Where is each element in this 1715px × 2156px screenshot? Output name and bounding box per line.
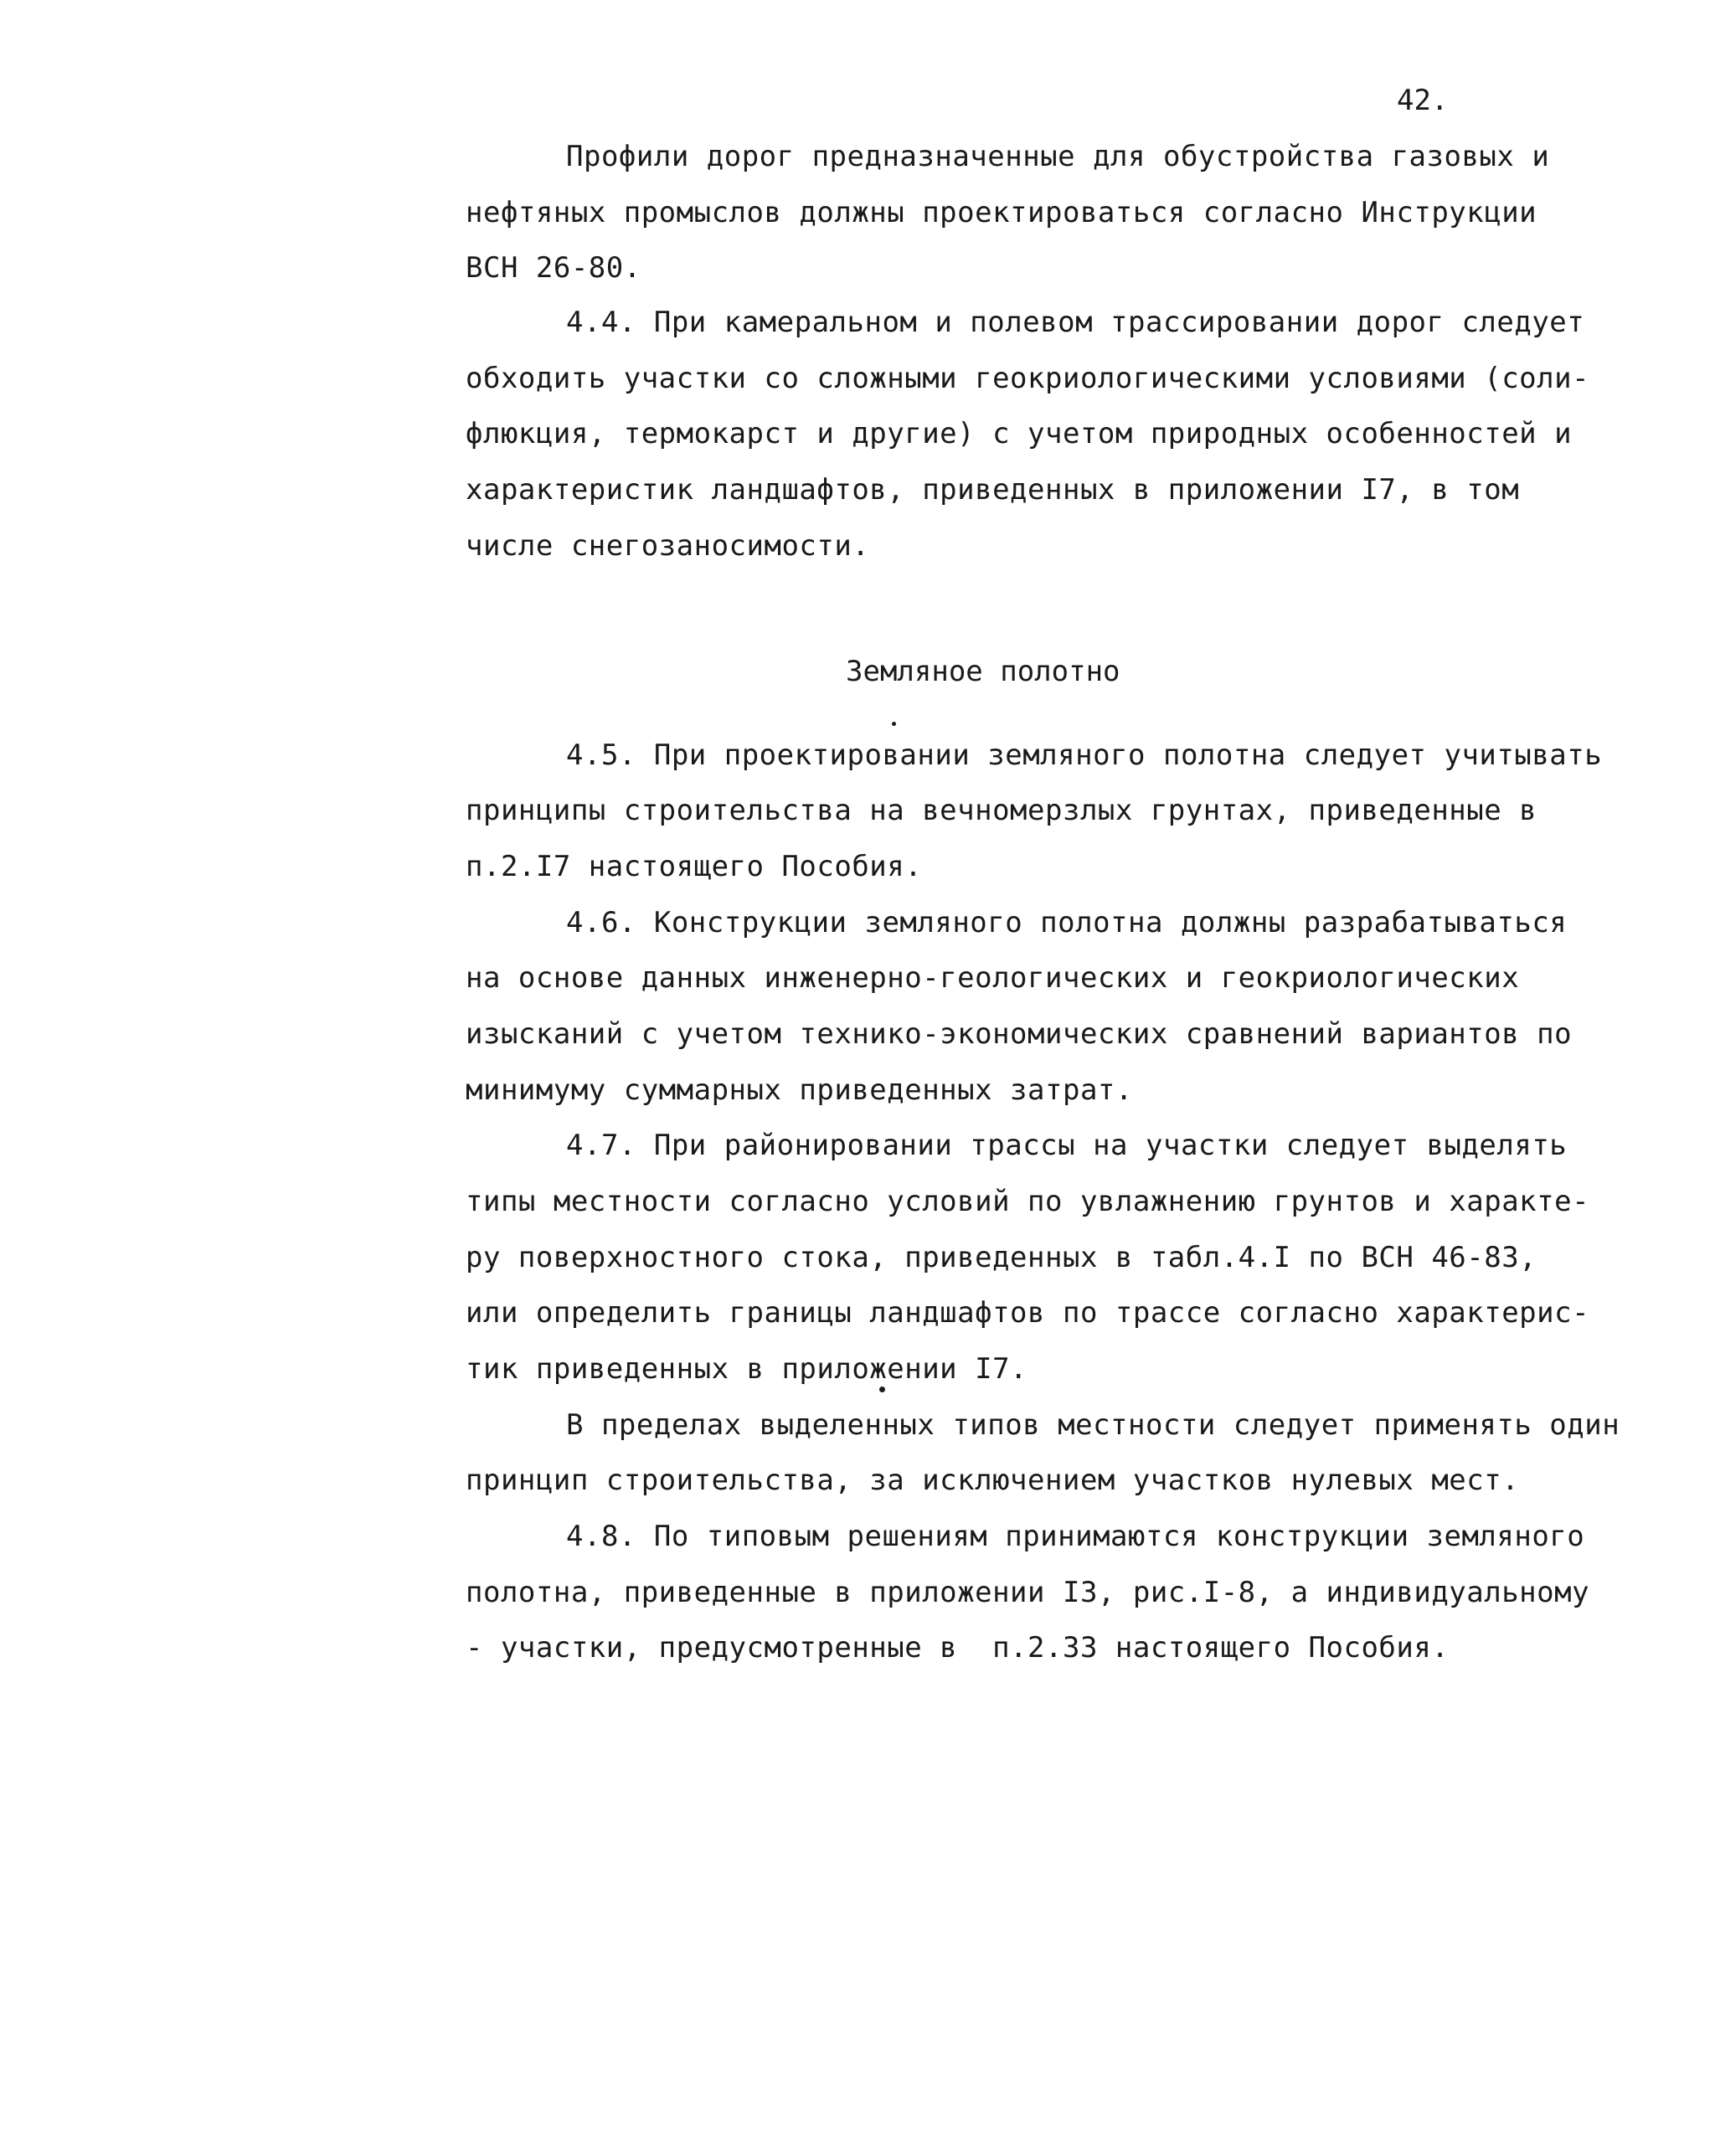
paragraph-3-line-3: п.2.I7 настоящего Пособия.: [466, 850, 923, 883]
paragraph-5-line-5: тик приведенных в приложении I7.: [466, 1352, 1028, 1386]
paragraph-7-line-3: - участки, предусмотренные в п.2.33 настоящего Пособия.: [466, 1631, 1450, 1665]
paragraph-7-line-1: 4.8. По типовым решениям принимаются конструкции земляного: [566, 1520, 1585, 1553]
paragraph-2-line-1: 4.4. При камеральном и полевом трассировании дорог следует: [566, 306, 1585, 339]
paragraph-2-line-2: обходить участки со сложными геокриологическими условиями (соли-: [466, 362, 1590, 395]
paragraph-5-line-2: типы местности согласно условий по увлажнению грунтов и характе-: [466, 1185, 1590, 1218]
paragraph-4-line-1: 4.6. Конструкции земляного полотна должны разрабатываться: [566, 906, 1568, 939]
paragraph-2-line-3: флюкция, термокарст и другие) с учетом природных особенностей и: [466, 417, 1573, 450]
paragraph-6-line-2: принцип строительства, за исключением участков нулевых мест.: [466, 1464, 1520, 1497]
paragraph-3-line-1: 4.5. При проектировании земляного полотна следует учитывать: [566, 738, 1603, 772]
paragraph-1-line-2: нефтяных промыслов должны проектироваться согласно Инструкции: [466, 196, 1537, 229]
paragraph-2-line-4: характеристик ландшафтов, приведенных в приложении I7, в том: [466, 473, 1520, 507]
paragraph-7-line-2: полотна, приведенные в приложении I3, рис.I-8, а индивидуальному: [466, 1576, 1590, 1609]
paragraph-4-line-2: на основе данных инженерно-геологических и геокриологических: [466, 961, 1520, 995]
paragraph-3-line-2: принципы строительства на вечномерзлых грунтах, приведенные в: [466, 794, 1537, 827]
paragraph-5-line-1: 4.7. При районировании трассы на участки следует выделять: [566, 1129, 1568, 1162]
stray-dot-mark-2: [879, 1387, 885, 1392]
page-number: 42.: [1397, 84, 1449, 117]
paragraph-1-line-1: Профили дорог предназначенные для обустройства газовых и: [566, 140, 1550, 173]
paragraph-5-line-3: ру поверхностного стока, приведенных в табл.4.I по ВСН 46-83,: [466, 1241, 1537, 1274]
paragraph-2-line-5: числе снегозаносимости.: [466, 529, 870, 563]
paragraph-4-line-3: изысканий с учетом технико-экономических сравнений вариантов по: [466, 1017, 1573, 1051]
section-heading: Земляное полотно: [846, 655, 1120, 688]
paragraph-5-line-4: или определить границы ландшафтов по трассе согласно характерис-: [466, 1296, 1590, 1330]
paragraph-4-line-4: минимуму суммарных приведенных затрат.: [466, 1073, 1133, 1107]
paragraph-6-line-1: В пределах выделенных типов местности следует применять один: [566, 1408, 1620, 1442]
stray-dot-mark: [892, 722, 896, 726]
paragraph-1-line-3: ВСН 26-80.: [466, 251, 641, 285]
